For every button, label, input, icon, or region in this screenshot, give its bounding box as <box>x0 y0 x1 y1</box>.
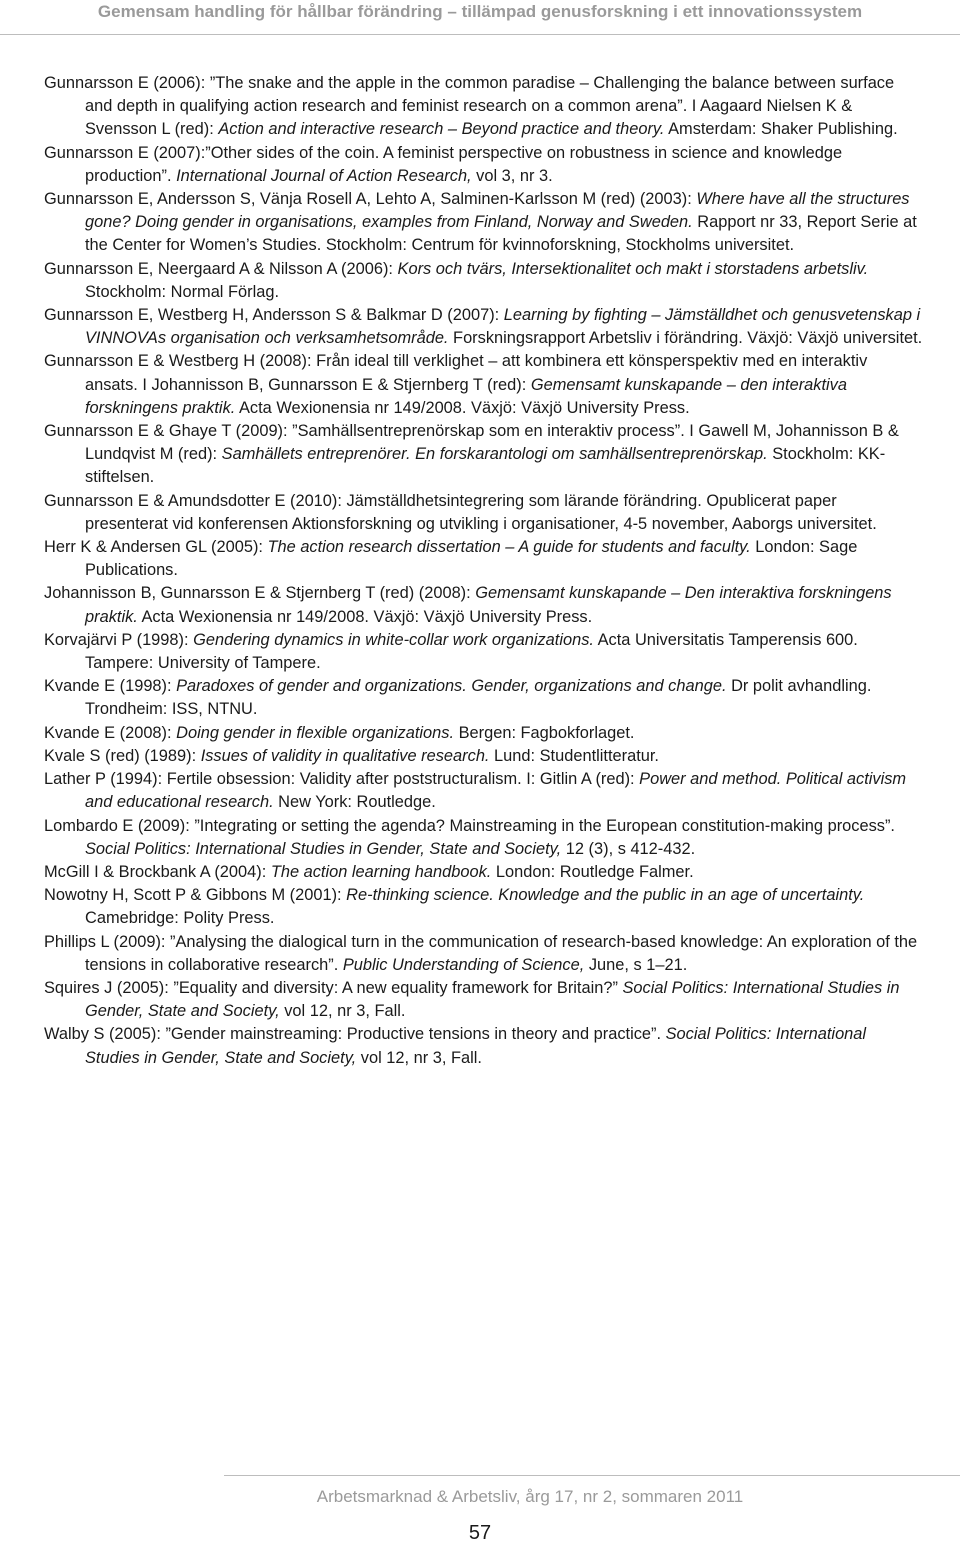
reference-title: Social Politics: International Studies in Gender, State and Society, <box>85 1025 867 1067</box>
header-divider <box>0 34 960 35</box>
reference-title: Action and interactive research – Beyond practice and theory. <box>218 120 665 139</box>
reference-entry <box>44 629 924 675</box>
reference-text: Rapport nr 33, Report Serie at the Center for Women’s Studies. Stockholm: Centrum för kvinnoforskning, Stockholms universitet. <box>85 213 917 255</box>
reference-text: Bergen: Fagbokforlaget. <box>454 723 635 742</box>
reference-text: Acta Wexionensia nr 149/2008. Växjö: Växjö University Press. <box>235 398 690 417</box>
journal-citation: Arbetsmarknad & Arbetsliv, årg 17, nr 2, sommaren 2011 <box>316 1487 744 1506</box>
reference-text: London: Routledge Falmer. <box>491 862 694 881</box>
reference-title: Issues of validity in qualitative research. <box>200 746 490 765</box>
reference-text: Gunnarsson E (2006): ”The snake and the apple in the common paradise – Challenging the balance between surface and depth in qualifying action research and feminist research on a common arena”. I Aagaard Nielsen K & Svensson L (red): <box>44 74 895 139</box>
reference-title: Public Understanding of Science, <box>342 955 585 974</box>
reference-entry <box>44 675 924 721</box>
reference-entry <box>44 745 924 768</box>
reference-text: Lather P (1994): Fertile obsession: Validity after poststructuralism. I: Gitlin A (red): <box>44 770 640 789</box>
reference-list <box>44 72 924 1070</box>
reference-text: McGill I & Brockbank A (2004): <box>44 862 271 881</box>
reference-text: London: Sage Publications. <box>85 538 858 580</box>
reference-text: Squires J (2005): ”Equality and diversity: A new equality framework for Britain?” <box>44 978 623 997</box>
reference-text: New York: Routledge. <box>273 793 436 812</box>
reference-text: Stockholm: Normal Förlag. <box>85 282 280 301</box>
reference-entry <box>44 768 924 814</box>
reference-title: Samhällets entreprenörer. En forskarantologi om samhällsentreprenörskap. <box>221 445 768 464</box>
reference-text: Acta Wexionensia nr 149/2008. Växjö: Växjö University Press. <box>137 607 593 626</box>
reference-title: Where have all the structures gone? Doing gender in organisations, examples from Finland, Norway and Sweden. <box>85 190 910 232</box>
reference-title: Gemensamt kunskapande – Den interaktiva forskningens praktik. <box>85 584 892 626</box>
reference-entry <box>44 304 924 350</box>
reference-text: Gunnarsson E & Amundsdotter E (2010): Jämställdhetsintegrering som lärande förändring. Opublicerat paper presenterat vid konferensen Aktionsforskning og utvikling i organisationer, 4-5 november, Aaborgs universitet. <box>44 491 877 533</box>
reference-entry <box>44 536 924 582</box>
reference-text: Johannisson B, Gunnarsson E & Stjernberg T (red) (2008): <box>44 584 476 603</box>
reference-title: The action learning handbook. <box>270 862 492 881</box>
reference-title: Learning by fighting – Jämställdhet och genusvetenskap i VINNOVAs organisation och verksamhetsområde. <box>85 306 921 348</box>
reference-text: Gunnarsson E (2007):”Other sides of the coin. A feminist perspective on robustness in science and knowledge production”. <box>44 143 843 185</box>
reference-text: vol 12, nr 3, Fall. <box>279 1002 406 1021</box>
reference-entry <box>44 258 924 304</box>
reference-title: Gemensamt kunskapande – den interaktiva forskningens praktik. <box>85 375 847 417</box>
reference-entry <box>44 420 924 490</box>
page-number: 57 <box>468 1522 492 1544</box>
reference-text: Phillips L (2009): ”Analysing the dialogical turn in the communication of research-based knowledge: An exploration of the tensions in collaborative research”. <box>44 932 918 974</box>
reference-entry <box>44 977 924 1023</box>
reference-text: Gunnarsson E, Andersson S, Vänja Rosell A, Lehto A, Salminen-Karlsson M (red) (2003): <box>44 190 697 209</box>
reference-text: Korvajärvi P (1998): <box>44 630 194 649</box>
reference-title: Social Politics: International Studies in Gender, State and Society, <box>85 839 562 858</box>
reference-text: Gunnarsson E, Westberg H, Andersson S & Balkmar D (2007): <box>44 306 504 325</box>
reference-entry <box>44 722 924 745</box>
reference-text: Kvale S (red) (1989): <box>44 746 201 765</box>
reference-text: Kvande E (1998): <box>44 677 177 696</box>
reference-text: Dr polit avhandling. Trondheim: ISS, NTNU. <box>85 677 872 719</box>
reference-entry <box>44 350 924 420</box>
reference-entry <box>44 861 924 884</box>
reference-entry <box>44 815 924 861</box>
reference-title: International Journal of Action Research, <box>176 166 472 185</box>
reference-text: Herr K & Andersen GL (2005): <box>44 538 268 557</box>
running-head: Gemensam handling för hållbar förändring – tillämpad genusforskning i ett innovationssystem <box>97 2 863 21</box>
reference-entry <box>44 582 924 628</box>
reference-title: Power and method. Political activism and educational research. <box>85 770 907 812</box>
reference-text: Gunnarsson E, Neergaard A & Nilsson A (2006): <box>44 259 398 278</box>
reference-text: Camebridge: Polity Press. <box>85 909 275 928</box>
reference-text: Forskningsrapport Arbetsliv i förändring. Växjö: Växjö universitet. <box>448 329 923 348</box>
reference-text: Lund: Studentlitteratur. <box>489 746 659 765</box>
reference-text: Acta Universitatis Tamperensis 600. Tampere: University of Tampere. <box>85 630 858 673</box>
reference-entry <box>44 142 924 188</box>
footer-divider <box>224 1475 960 1476</box>
reference-entry <box>44 884 924 930</box>
reference-title: The action research dissertation – A guide for students and faculty. <box>267 538 751 557</box>
reference-text: Kvande E (2008): <box>44 723 177 742</box>
reference-title: Gendering dynamics in white-collar work organizations. <box>193 630 594 649</box>
reference-text: Walby S (2005): ”Gender mainstreaming: Productive tensions in theory and practice”. <box>44 1025 666 1044</box>
reference-entry <box>44 1023 924 1069</box>
reference-text: vol 3, nr 3. <box>471 166 553 185</box>
reference-title: Social Politics: International Studies in Gender, State and Society, <box>85 978 900 1021</box>
reference-title: Re-thinking science. Knowledge and the public in an age of uncertainty. <box>346 886 865 905</box>
reference-text: Stockholm: KK-stiftelsen. <box>85 445 886 487</box>
reference-text: June, s 1–21. <box>584 955 688 974</box>
reference-title: Paradoxes of gender and organizations. Gender, organizations and change. <box>176 677 727 696</box>
reference-text: Amsterdam: Shaker Publishing. <box>664 120 898 139</box>
reference-text: Nowotny H, Scott P & Gibbons M (2001): <box>44 886 347 905</box>
reference-title: Kors och tvärs, Intersektionalitet och makt i storstadens arbetsliv. <box>397 259 869 278</box>
reference-text: 12 (3), s 412-432. <box>561 839 696 858</box>
reference-title: Doing gender in flexible organizations. <box>176 723 455 742</box>
reference-entry <box>44 188 924 258</box>
reference-text: vol 12, nr 3, Fall. <box>356 1048 482 1067</box>
reference-text: Lombardo E (2009): ”Integrating or setting the agenda? Mainstreaming in the European constitution-making process”. <box>44 816 895 835</box>
reference-text: Gunnarsson E & Ghaye T (2009): ”Samhällsentreprenörskap som en interaktiv process”. I Gawell M, Johannisson B & Lundqvist M (red): <box>44 422 899 464</box>
reference-entry <box>44 72 924 142</box>
reference-text: Gunnarsson E & Westberg H (2008): Från ideal till verklighet – att kombinera ett könsperspektiv med en interaktiv ansats. I Johannisson B, Gunnarsson E & Stjernberg T (red): <box>44 352 868 394</box>
reference-entry <box>44 931 924 977</box>
reference-entry <box>44 490 924 536</box>
